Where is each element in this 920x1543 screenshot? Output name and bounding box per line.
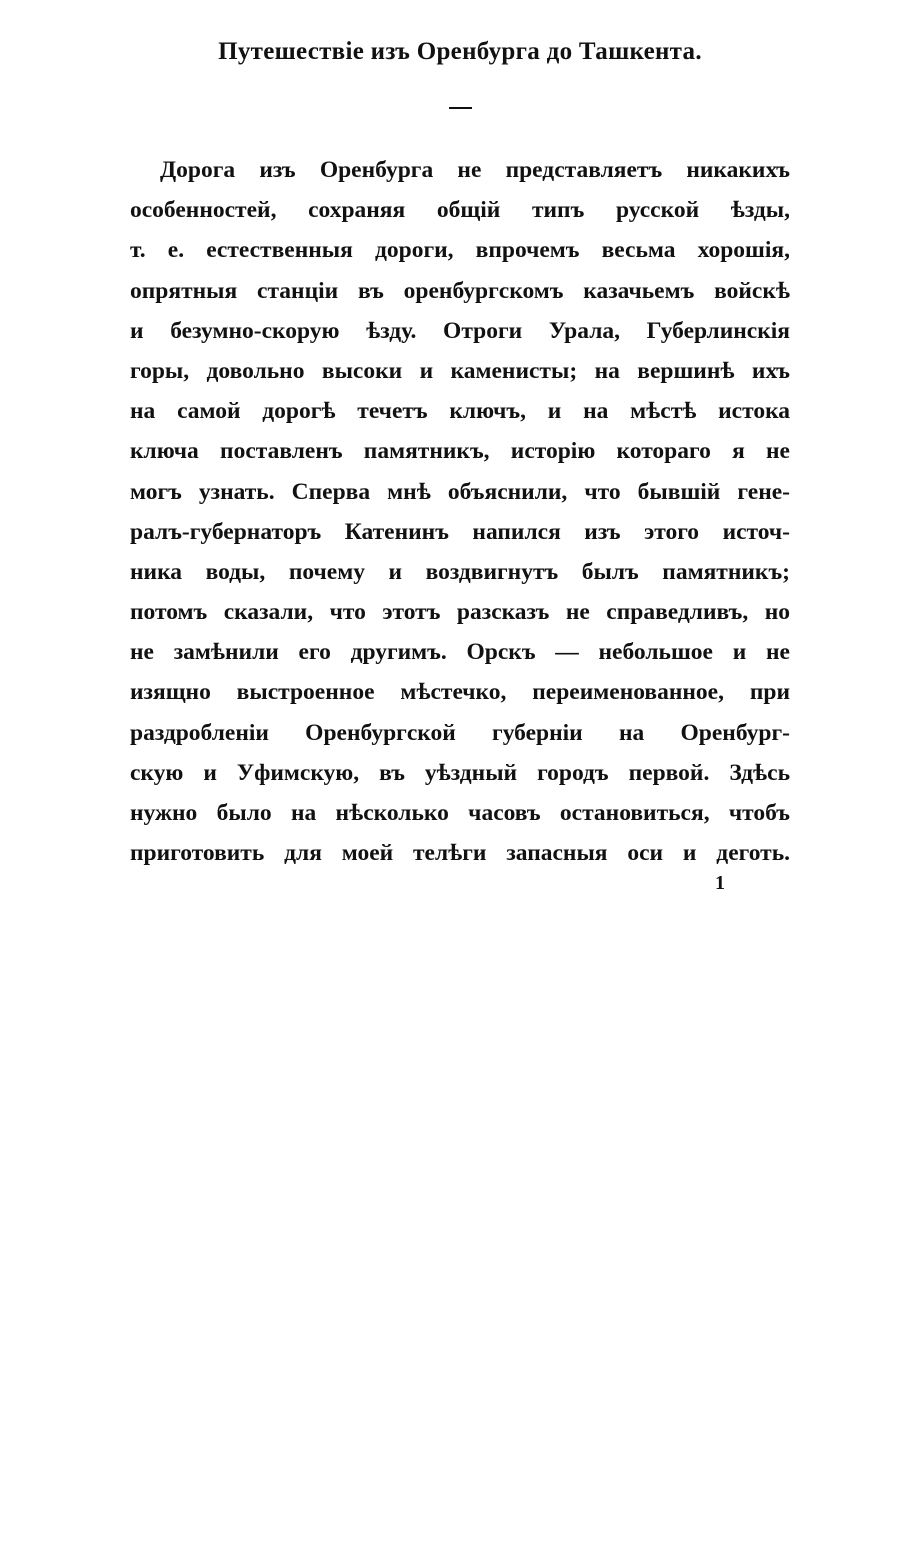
- text-line: могъ узнать. Сперва мнѣ объяснили, что бывшій гене-: [130, 478, 790, 505]
- text-line: нужно было на нѣсколько часовъ остановиться, чтобъ: [130, 800, 790, 826]
- text-line: т. е. естественныя дороги, впрочемъ весьма хорошія,: [130, 237, 790, 264]
- text-line: ника воды, почему и воздвигнутъ былъ памятникъ;: [130, 558, 790, 585]
- text-line: горы, довольно высоки и каменисты; на вершинѣ ихъ: [130, 357, 790, 384]
- text-line: приготовить для моей телѣги запасныя оси и деготь.: [130, 840, 790, 867]
- text-line: потомъ сказали, что этотъ разсказъ не справедливъ, но: [130, 599, 790, 626]
- text-line: и безумно-скорую ѣзду. Отроги Урала, Губерлинскія: [130, 317, 790, 344]
- text-line: изящно выстроенное мѣстечко, переименованное, при: [130, 679, 790, 706]
- text-line: раздробленіи Оренбургской губерніи на Оренбург-: [130, 719, 790, 746]
- text-line: ключа поставленъ памятникъ, исторію котораго я не: [130, 438, 790, 465]
- page-number: 1: [715, 872, 725, 894]
- text-line: не замѣнили его другимъ. Орскъ — небольшое и не: [130, 639, 790, 666]
- body-paragraph: [130, 150, 790, 873]
- text-line: Дорога изъ Оренбурга не представляетъ никакихъ: [160, 157, 790, 183]
- title-separator-rule: [449, 107, 472, 109]
- text-line: ралъ-губернаторъ Катенинъ напился изъ этого источ-: [130, 518, 790, 545]
- text-line: особенностей, сохраняя общій типъ русской ѣзды,: [130, 197, 790, 224]
- text-line: скую и Уфимскую, въ уѣздный городъ первой. Здѣсь: [130, 759, 790, 786]
- page-title: Путешествіе изъ Оренбурга до Ташкента.: [218, 38, 702, 65]
- text-line: на самой дорогѣ течетъ ключъ, и на мѣстѣ истока: [130, 398, 790, 425]
- text-line: опрятныя станціи въ оренбургскомъ казачьемъ войскѣ: [130, 277, 790, 304]
